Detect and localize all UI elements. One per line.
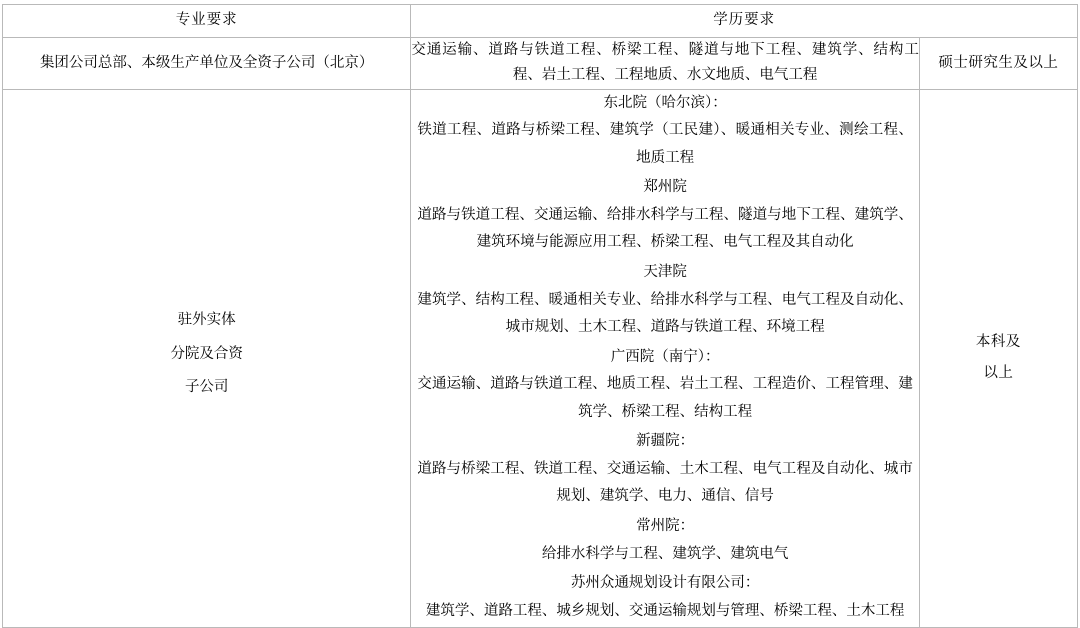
institute-majors: 道路与铁道工程、交通运输、给排水科学与工程、隧道与地下工程、建筑学、建筑环境与能源应用工程、桥梁工程、电气工程及其自动化 <box>417 206 913 251</box>
institute-block <box>411 428 918 511</box>
institute-name: 东北院（哈尔滨）： <box>603 94 727 111</box>
institute-name: 天津院 <box>643 264 687 281</box>
majors-branches <box>411 89 919 627</box>
table-header-row <box>3 5 1078 38</box>
institute-block <box>411 570 918 625</box>
institute-majors: 给排水科学与工程、建筑学、建筑电气 <box>541 545 789 562</box>
institute-majors: 建筑学、道路工程、城乡规划、交通运输规划与管理、桥梁工程、土木工程 <box>425 602 905 619</box>
education-hq: 硕士研究生及以上 <box>919 38 1077 90</box>
institute-majors: 建筑学、结构工程、暖通相关专业、给排水科学与工程、电气工程及自动化、城市规划、土木工程、道路与铁道工程、环境工程 <box>417 291 913 336</box>
institute-majors: 道路与桥梁工程、铁道工程、交通运输、土木工程、电气工程及自动化、城市规划、建筑学、电力、通信、信号 <box>417 460 913 505</box>
institute-block <box>411 174 918 257</box>
unit-name-hq: 集团公司总部、本级生产单位及全资子公司（北京） <box>3 38 411 90</box>
header-major: 专业要求 <box>3 5 411 38</box>
table-row <box>3 89 1078 627</box>
unit-name-branches <box>3 89 411 627</box>
education-line-2: 以上 <box>983 365 1014 382</box>
education-branches <box>919 89 1077 627</box>
institute-block <box>411 90 918 173</box>
unit-line-1: 驻外实体 <box>177 312 236 329</box>
requirements-table <box>2 4 1078 628</box>
header-education: 学历要求 <box>411 5 1078 38</box>
majors-hq: 交通运输、道路与铁道工程、桥梁工程、隧道与地下工程、建筑学、结构工程、岩土工程、工程地质、水文地质、电气工程 <box>411 38 919 90</box>
institute-block <box>411 344 918 427</box>
institute-name: 常州院： <box>636 517 695 534</box>
unit-line-3: 子公司 <box>184 379 229 396</box>
institute-name: 郑州院 <box>643 179 687 196</box>
unit-line-2: 分院及合资 <box>170 345 243 362</box>
institute-name: 广西院（南宁）： <box>610 348 720 365</box>
institute-majors: 铁道工程、道路与桥梁工程、建筑学（工民建）、暖通相关专业、测绘工程、地质工程 <box>417 122 913 166</box>
institute-name: 新疆院： <box>636 433 695 450</box>
education-line-1: 本科及 <box>975 334 1021 351</box>
institute-block <box>411 513 918 568</box>
institute-block <box>411 259 918 342</box>
institute-majors: 交通运输、道路与铁道工程、地质工程、岩土工程、工程造价、工程管理、建筑学、桥梁工程、结构工程 <box>417 376 913 420</box>
institute-name: 苏州众通规划设计有限公司： <box>570 575 760 592</box>
table-row <box>3 38 1078 90</box>
